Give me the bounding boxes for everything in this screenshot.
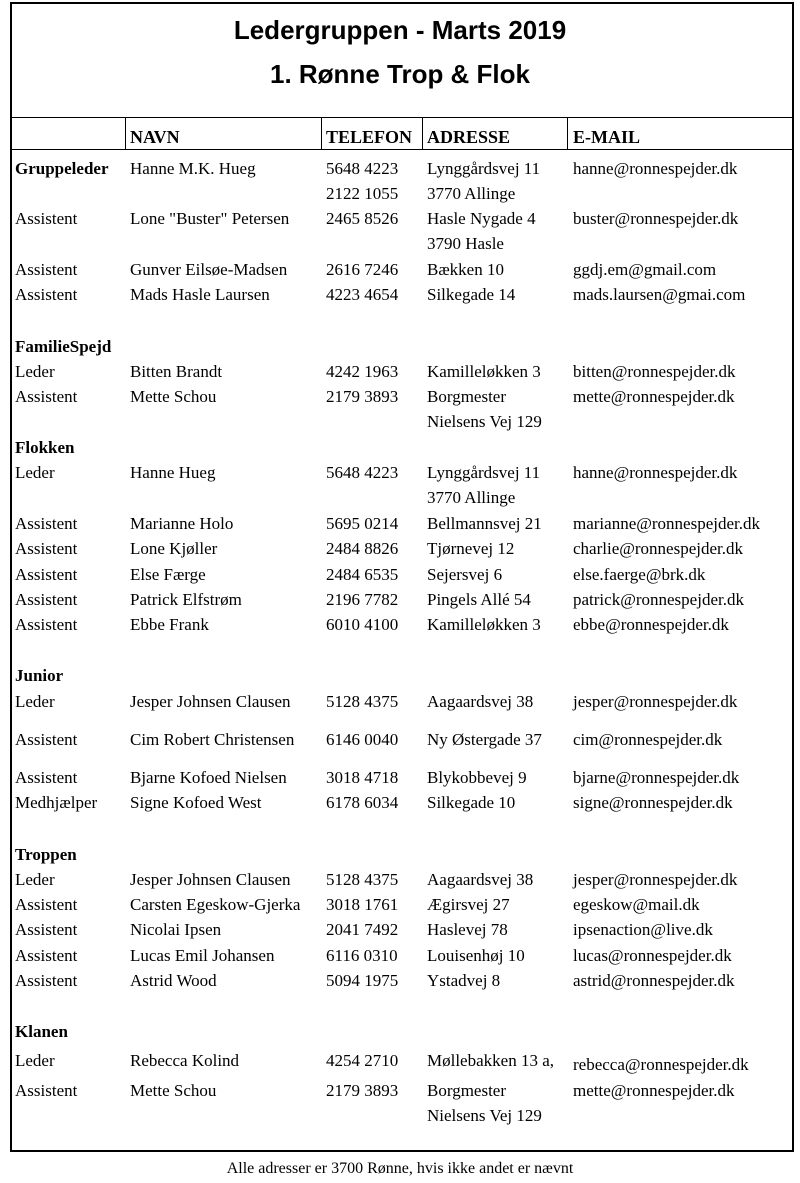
- table-row: [0, 968, 800, 993]
- address-cell: Bellmannsvej 21: [427, 514, 542, 533]
- address-cell: Ny Østergade 37: [427, 730, 542, 749]
- role-cell: Assistent: [15, 539, 78, 558]
- email-cell: jesper@ronnespejder.dk: [573, 870, 738, 889]
- role-cell: Assistent: [15, 209, 78, 228]
- column-header-telefon: TELEFON: [326, 127, 413, 147]
- name-cell: Signe Kofoed West: [130, 793, 262, 812]
- name-cell: Lucas Emil Johansen: [130, 946, 275, 965]
- address-cell: Silkegade 10: [427, 793, 516, 812]
- email-cell: buster@ronnespejder.dk: [573, 209, 739, 228]
- role-cell: Gruppeleder: [15, 159, 109, 178]
- role-cell: Assistent: [15, 260, 78, 279]
- name-cell: Patrick Elfstrøm: [130, 590, 242, 609]
- email-cell: ggdj.em@gmail.com: [573, 260, 717, 279]
- email-cell: rebecca@ronnespejder.dk: [573, 1055, 749, 1074]
- phone-cell: 6146 0040: [326, 730, 399, 749]
- email-cell: ebbe@ronnespejder.dk: [573, 615, 729, 634]
- address-cell: Borgmester: [427, 387, 507, 406]
- address-cell: Tjørnevej 12: [427, 539, 515, 558]
- table-row: [0, 765, 800, 790]
- table-row: [0, 409, 800, 434]
- column-header-navn: NAVN: [130, 127, 180, 147]
- email-cell: marianne@ronnespejder.dk: [573, 514, 761, 533]
- section-heading-flokken: Flokken: [15, 438, 75, 457]
- table-row: [0, 282, 800, 307]
- name-cell: Lone Kjøller: [130, 539, 218, 558]
- phone-cell: 5128 4375: [326, 692, 399, 711]
- address-cell: Blykobbevej 9: [427, 768, 527, 787]
- address-cell: Møllebakken 13 a,: [427, 1051, 554, 1070]
- phone-cell: 5128 4375: [326, 870, 399, 889]
- role-cell: Assistent: [15, 895, 78, 914]
- table-row: [0, 460, 800, 485]
- table-row: [0, 384, 800, 409]
- email-cell: ipsenaction@live.dk: [573, 920, 713, 939]
- address-cell: Hasle Nygade 4: [427, 209, 536, 228]
- phone-cell: 6010 4100: [326, 615, 399, 634]
- email-cell: lucas@ronnespejder.dk: [573, 946, 732, 965]
- table-row: [0, 917, 800, 942]
- role-cell: Assistent: [15, 565, 78, 584]
- name-cell: Lone "Buster" Petersen: [130, 209, 290, 228]
- table-row: [0, 359, 800, 384]
- phone-cell: 4223 4654: [326, 285, 399, 304]
- table-row: [0, 943, 800, 968]
- name-cell: Hanne Hueg: [130, 463, 216, 482]
- table-row: [0, 181, 800, 206]
- address-cell: 3790 Hasle: [427, 234, 504, 253]
- table-row: [0, 790, 800, 815]
- role-cell: Assistent: [15, 768, 78, 787]
- table-row: [0, 257, 800, 282]
- section-heading-familiespejd: FamilieSpejd: [15, 337, 112, 356]
- email-cell: bjarne@ronnespejder.dk: [573, 768, 740, 787]
- name-cell: Else Færge: [130, 565, 206, 584]
- table-row: [0, 727, 800, 752]
- table-row: [0, 1103, 800, 1128]
- name-cell: Cim Robert Christensen: [130, 730, 295, 749]
- email-cell: charlie@ronnespejder.dk: [573, 539, 744, 558]
- address-cell: Louisenhøj 10: [427, 946, 525, 965]
- header-divider: [321, 118, 322, 149]
- phone-cell: 6178 6034: [326, 793, 399, 812]
- role-cell: Assistent: [15, 387, 78, 406]
- phone-cell: 2465 8526: [326, 209, 399, 228]
- header-top-rule: [11, 117, 793, 118]
- table-row: [0, 867, 800, 892]
- phone-cell: 3018 4718: [326, 768, 399, 787]
- role-cell: Leder: [15, 870, 55, 889]
- role-cell: Leder: [15, 463, 55, 482]
- address-cell: Ystadvej 8: [427, 971, 501, 990]
- name-cell: Mette Schou: [130, 387, 217, 406]
- name-cell: Ebbe Frank: [130, 615, 209, 634]
- header-divider: [422, 118, 423, 149]
- table-row: [0, 612, 800, 637]
- email-cell: hanne@ronnespejder.dk: [573, 463, 738, 482]
- role-cell: Assistent: [15, 514, 78, 533]
- email-cell: hanne@ronnespejder.dk: [573, 159, 738, 178]
- table-row: [0, 1048, 800, 1073]
- section-heading-junior: Junior: [15, 666, 64, 685]
- address-cell: Aagaardsvej 38: [427, 870, 534, 889]
- address-cell: Ægirsvej 27: [427, 895, 510, 914]
- phone-cell: 5648 4223: [326, 463, 399, 482]
- address-cell: 3770 Allinge: [427, 488, 516, 507]
- phone-cell: 2196 7782: [326, 590, 399, 609]
- document-title: Ledergruppen - Marts 2019: [233, 15, 567, 45]
- phone-cell: 2122 1055: [326, 184, 399, 203]
- email-cell: mette@ronnespejder.dk: [573, 387, 735, 406]
- name-cell: Jesper Johnsen Clausen: [130, 870, 291, 889]
- name-cell: Rebecca Kolind: [130, 1051, 240, 1070]
- role-cell: Leder: [15, 692, 55, 711]
- address-cell: Haslevej 78: [427, 920, 508, 939]
- phone-cell: 5695 0214: [326, 514, 399, 533]
- table-row: [0, 1078, 800, 1103]
- email-cell: cim@ronnespejder.dk: [573, 730, 723, 749]
- role-cell: Medhjælper: [15, 793, 98, 812]
- email-cell: astrid@ronnespejder.dk: [573, 971, 735, 990]
- footer-note: Alle adresser er 3700 Rønne, hvis ikke andet er nævnt: [226, 1160, 574, 1177]
- role-cell: Assistent: [15, 730, 78, 749]
- column-header-adresse: ADRESSE: [427, 127, 511, 147]
- address-cell: Nielsens Vej 129: [427, 412, 542, 431]
- name-cell: Gunver Eilsøe-Madsen: [130, 260, 288, 279]
- email-cell: jesper@ronnespejder.dk: [573, 692, 738, 711]
- name-cell: Jesper Johnsen Clausen: [130, 692, 291, 711]
- role-cell: Assistent: [15, 285, 78, 304]
- document-subtitle: 1. Rønne Trop & Flok: [269, 59, 530, 89]
- address-cell: Pingels Allé 54: [427, 590, 531, 609]
- email-cell: else.faerge@brk.dk: [573, 565, 706, 584]
- name-cell: Nicolai Ipsen: [130, 920, 222, 939]
- phone-cell: 2179 3893: [326, 1081, 399, 1100]
- section-heading-troppen: Troppen: [15, 845, 77, 864]
- name-cell: Marianne Holo: [130, 514, 234, 533]
- phone-cell: 2041 7492: [326, 920, 399, 939]
- role-cell: Assistent: [15, 920, 78, 939]
- table-row: [0, 587, 800, 612]
- table-row: [0, 485, 800, 510]
- address-cell: Silkegade 14: [427, 285, 516, 304]
- phone-cell: 4254 2710: [326, 1051, 399, 1070]
- phone-cell: 4242 1963: [326, 362, 399, 381]
- table-row: [0, 536, 800, 561]
- table-row: [0, 156, 800, 181]
- role-cell: Assistent: [15, 946, 78, 965]
- email-cell: patrick@ronnespejder.dk: [573, 590, 744, 609]
- table-row: [0, 511, 800, 536]
- role-cell: Leder: [15, 1051, 55, 1070]
- address-cell: 3770 Allinge: [427, 184, 516, 203]
- header-divider: [125, 118, 126, 149]
- table-row: [0, 892, 800, 917]
- phone-cell: 2484 8826: [326, 539, 399, 558]
- table-row: [0, 562, 800, 587]
- table-row: [0, 206, 800, 231]
- email-cell: mads.laursen@gmai.com: [573, 285, 746, 304]
- name-cell: Hanne M.K. Hueg: [130, 159, 256, 178]
- address-cell: Nielsens Vej 129: [427, 1106, 542, 1125]
- section-heading-klanen: Klanen: [15, 1022, 68, 1041]
- role-cell: Assistent: [15, 615, 78, 634]
- role-cell: Assistent: [15, 590, 78, 609]
- table-row: [0, 231, 800, 256]
- address-cell: Sejersvej 6: [427, 565, 503, 584]
- address-cell: Aagaardsvej 38: [427, 692, 534, 711]
- phone-cell: 5094 1975: [326, 971, 399, 990]
- address-cell: Kamilleløkken 3: [427, 362, 541, 381]
- name-cell: Astrid Wood: [130, 971, 217, 990]
- email-cell: signe@ronnespejder.dk: [573, 793, 733, 812]
- column-header-email: E-MAIL: [573, 127, 640, 147]
- address-cell: Lynggårdsvej 11: [427, 159, 541, 178]
- name-cell: Mads Hasle Laursen: [130, 285, 270, 304]
- phone-cell: 5648 4223: [326, 159, 399, 178]
- email-cell: bitten@ronnespejder.dk: [573, 362, 736, 381]
- name-cell: Bjarne Kofoed Nielsen: [130, 768, 287, 787]
- address-cell: Kamilleløkken 3: [427, 615, 541, 634]
- phone-cell: 2484 6535: [326, 565, 399, 584]
- phone-cell: 3018 1761: [326, 895, 399, 914]
- address-cell: Lynggårdsvej 11: [427, 463, 541, 482]
- address-cell: Borgmester: [427, 1081, 507, 1100]
- role-cell: Assistent: [15, 1081, 78, 1100]
- role-cell: Leder: [15, 362, 55, 381]
- header-bottom-rule: [11, 149, 793, 150]
- phone-cell: 2616 7246: [326, 260, 399, 279]
- phone-cell: 6116 0310: [326, 946, 398, 965]
- email-cell: egeskow@mail.dk: [573, 895, 700, 914]
- role-cell: Assistent: [15, 971, 78, 990]
- address-cell: Bækken 10: [427, 260, 504, 279]
- phone-cell: 2179 3893: [326, 387, 399, 406]
- name-cell: Bitten Brandt: [130, 362, 223, 381]
- table-row: [0, 689, 800, 714]
- email-cell: mette@ronnespejder.dk: [573, 1081, 735, 1100]
- name-cell: Mette Schou: [130, 1081, 217, 1100]
- header-divider: [567, 118, 568, 149]
- name-cell: Carsten Egeskow-Gjerka: [130, 895, 301, 914]
